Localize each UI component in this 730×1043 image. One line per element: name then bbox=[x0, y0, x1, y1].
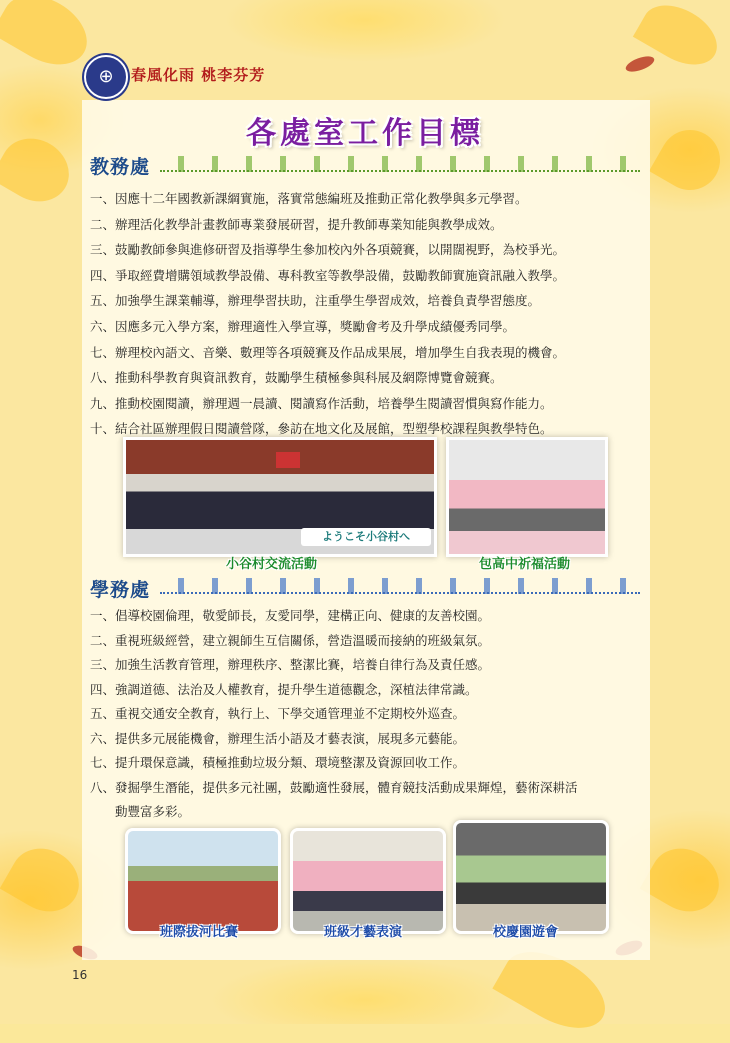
list-item: 五、重視交通安全教育，執行上、下學交通管理並不定期校外巡查。 bbox=[90, 706, 466, 721]
list-item: 五、加強學生課業輔導，辦理學習扶助，注重學生學習成效，培養負責學習態度。 bbox=[90, 293, 541, 309]
photo-school-fair bbox=[453, 820, 609, 934]
vine-divider bbox=[160, 578, 640, 594]
list-item: 六、因應多元入學方案，辦理適性入學宣導，獎勵會考及升學成績優秀同學。 bbox=[90, 318, 516, 334]
list-item: 二、辦理活化教學計畫教師專業發展研習，提升教師專業知能與教學成效。 bbox=[90, 216, 503, 232]
academic-goal-list bbox=[90, 186, 565, 442]
list-item: 八、推動科學教育與資訊教育，鼓勵學生積極參與科展及網際博覽會競賽。 bbox=[90, 370, 503, 386]
list-item: 四、強調道德、法治及人權教育，提升學生道德觀念，深植法律常識。 bbox=[90, 681, 478, 697]
list-item: 動豐富多彩。 bbox=[90, 804, 191, 819]
page-title: 各處室工作目標 bbox=[246, 116, 484, 151]
list-item: 一、因應十二年國教新課綱實施，落實常態編班及推動正常化教學與多元學習。 bbox=[90, 191, 528, 206]
list-item: 二、重視班級經營，建立親師生互信關係，營造溫暖而接納的班級氣氛。 bbox=[90, 632, 491, 648]
list-item: 四、爭取經費增購領域教學設備、專科教室等教學設備，鼓勵教師實施資訊融入教學。 bbox=[90, 267, 566, 283]
list-item: 六、提供多元展能機會，辦理生活小語及才藝表演，展現多元藝能。 bbox=[90, 730, 466, 746]
photo-caption: 班級才藝表演 bbox=[324, 925, 403, 940]
section-heading-academic: 教務處 bbox=[90, 156, 151, 178]
photo-exchange-activity bbox=[123, 437, 437, 557]
list-item: 三、鼓勵教師參與進修研習及指導學生參加校內外各項競賽，以開闊視野，為校爭光。 bbox=[90, 242, 566, 258]
photo-talent-show bbox=[290, 828, 446, 934]
list-item: 十、結合社區辦理假日閱讀營隊，參訪在地文化及展館，型塑學校課程與教學特色。 bbox=[90, 421, 553, 437]
list-item: 三、加強生活教育管理，辦理秩序、整潔比賽，培養自律行為及責任感。 bbox=[90, 657, 491, 672]
school-slogan: 春風化雨 桃李芬芳 bbox=[131, 66, 266, 84]
list-item: 七、提升環保意識，積極推動垃圾分類、環境整潔及資源回收工作。 bbox=[90, 755, 466, 770]
list-item: 九、推動校園閱讀，辦理週一晨讀、閱讀寫作活動，培養學生閱讀習慣與寫作能力。 bbox=[90, 395, 553, 411]
photo-caption: 校慶園遊會 bbox=[493, 925, 559, 940]
list-item: 一、倡導校園倫理，敬愛師長，友愛同學，建構正向、健康的友善校園。 bbox=[90, 608, 491, 623]
photo-caption: 小谷村交流活動 bbox=[226, 557, 318, 572]
photo-caption: 班際拔河比賽 bbox=[160, 925, 239, 940]
photo-tug-of-war bbox=[125, 828, 281, 934]
section-heading-student-affairs: 學務處 bbox=[90, 579, 151, 601]
vine-divider bbox=[160, 156, 640, 172]
flag-icon bbox=[276, 452, 300, 468]
student-affairs-goal-list bbox=[90, 604, 578, 825]
photo-caption: 包高中祈福活動 bbox=[479, 557, 571, 572]
welcome-banner: ようこそ小谷村へ bbox=[301, 528, 431, 546]
school-logo: ⊕ bbox=[84, 55, 128, 99]
list-item: 七、辦理校內語文、音樂、數理等各項競賽及作品成果展，增加學生自我表現的機會。 bbox=[90, 344, 566, 360]
page-number: 16 bbox=[72, 968, 88, 982]
photo-blessing-activity bbox=[446, 437, 608, 557]
list-item: 八、發掘學生潛能，提供多元社團，鼓勵適性發展，體育競技活動成果輝煌，藝術深耕活 bbox=[90, 779, 578, 795]
